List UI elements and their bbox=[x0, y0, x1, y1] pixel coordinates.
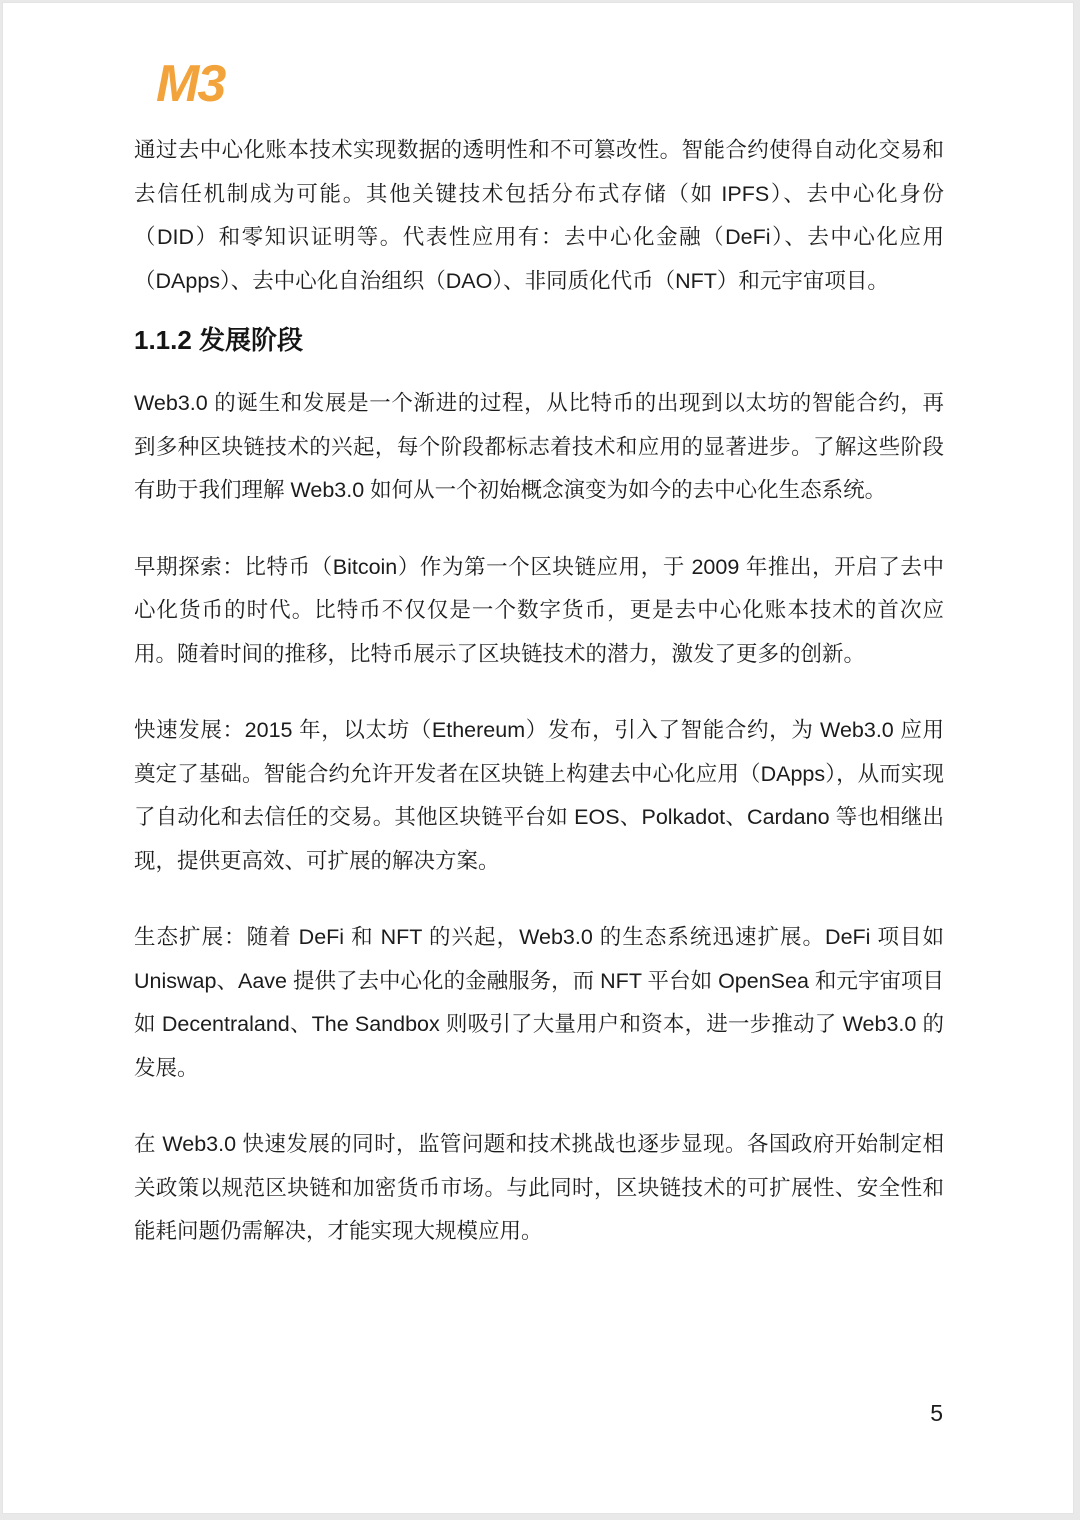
paragraph-rapid-development: 快速发展：2015 年，以太坊（Ethereum）发布，引入了智能合约，为 Web3.0 应用奠定了基础。智能合约允许开发者在区块链上构建去中心化应用（DApps），从而实现了自动化和去信任的交易。其他区块链平台如 EOS、Polkadot、Cardano 等也相继出现，提供更高效、可扩展的解决方案。 bbox=[134, 718, 944, 873]
paragraph-overview: Web3.0 的诞生和发展是一个渐进的过程，从比特币的出现到以太坊的智能合约，再到多种区块链技术的兴起，每个阶段都标志着技术和应用的显著进步。了解这些阶段有助于我们理解 Web3.0 如何从一个初始概念演变为如今的去中心化生态系统。 bbox=[134, 391, 944, 502]
paragraph-ecosystem-expansion: 生态扩展：随着 DeFi 和 NFT 的兴起，Web3.0 的生态系统迅速扩展。DeFi 项目如 Uniswap、Aave 提供了去中心化的金融服务，而 NFT 平台如 OpenSea 和元宇宙项目如 Decentraland、The Sandbox 则吸引了大量用户和资本，进一步推动了 Web3.0 的发展。 bbox=[134, 925, 944, 1080]
m3-logo: M3 bbox=[156, 55, 225, 113]
document-page bbox=[2, 2, 1074, 1514]
page-content bbox=[3, 55, 1073, 1254]
paragraph-intro: 通过去中心化账本技术实现数据的透明性和不可篡改性。智能合约使得自动化交易和去信任机制成为可能。其他关键技术包括分布式存储（如 IPFS）、去中心化身份（DID）和零知识证明等。代表性应用有：去中心化金融（DeFi）、去中心化应用（DApps）、去中心化自治组织（DAO）、非同质化代币（NFT）和元宇宙项目。 bbox=[134, 138, 944, 293]
page-number: 5 bbox=[930, 1400, 943, 1426]
paragraph-early-exploration: 早期探索：比特币（Bitcoin）作为第一个区块链应用，于 2009 年推出，开启了去中心化货币的时代。比特币不仅仅是一个数字货币，更是去中心化账本技术的首次应用。随着时间的推移，比特币展示了区块链技术的潜力，激发了更多的创新。 bbox=[134, 554, 944, 666]
paragraph-regulation-challenges: 在 Web3.0 快速发展的同时，监管问题和技术挑战也逐步显现。各国政府开始制定相关政策以规范区块链和加密货币市场。与此同时，区块链技术的可扩展性、安全性和能耗问题仍需解决，才能实现大规模应用。 bbox=[134, 1132, 944, 1243]
section-heading: 1.1.2 发展阶段 bbox=[134, 325, 304, 355]
